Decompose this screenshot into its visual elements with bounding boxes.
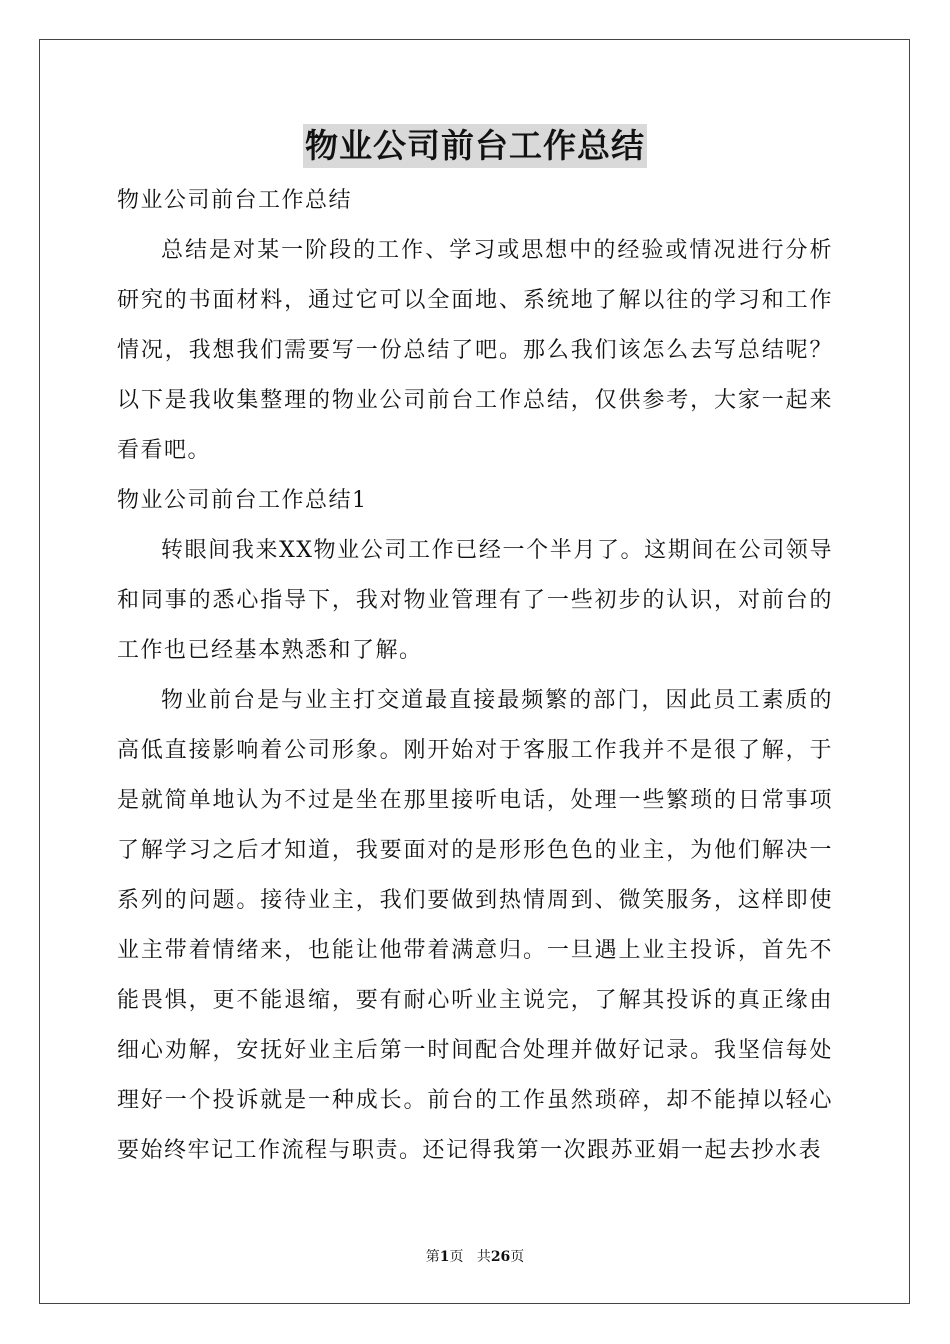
paragraph-heading: 物业公司前台工作总结1 [117,488,368,513]
page-suffix: 页 [449,1249,464,1265]
paragraph-heading: 物业公司前台工作总结 [117,188,353,213]
title-wrap [0,124,950,168]
paragraph: 总结是对某一阶段的工作、学习或思想中的经验或情况进行分析研究的书面材料，通过它可以全面地、系统地了解以往的学习和工作情况，我想我们需要写一份总结了吧。那么我们该怎么去写总结呢？以下是我收集整理的物业公司前台工作总结，仅供参考，大家一起来看看吧。 [117,238,833,463]
paragraph: 转眼间我来XX物业公司工作已经一个半月了。这期间在公司领导和同事的悉心指导下，我对物业管理有了一些初步的认识，对前台的工作也已经基本熟悉和了解。 [117,538,833,663]
total-suffix: 页 [510,1249,525,1265]
page-prefix: 第 [425,1249,440,1265]
total-prefix: 共 [476,1249,491,1265]
total-pages: 26 [490,1249,511,1265]
paragraph: 物业前台是与业主打交道最直接最频繁的部门，因此员工素质的高低直接影响着公司形象。刚开始对于客服工作我并不是很了解，于是就简单地认为不过是坐在那里接听电话，处理一些繁琐的日常事项了解学习之后才知道，我要面对的是形形色色的业主，为他们解决一系列的问题。接待业主，我们要做到热情周到、微笑服务，这样即使业主带着情绪来，也能让他带着满意归。一旦遇上业主投诉，首先不能畏惧，更不能退缩，要有耐心听业主说完，了解其投诉的真正缘由细心劝解，安抚好业主后第一时间配合处理并做好记录。我坚信每处理好一个投诉就是一种成长。前台的工作虽然琐碎，却不能掉以轻心要始终牢记工作流程与职责。还记得我第一次跟苏亚娟一起去抄水表 [117,688,833,1163]
document-body [117,176,833,1176]
document-title: 物业公司前台工作总结 [303,124,647,168]
page-footer [0,1247,950,1267]
page-number: 1 [439,1249,450,1265]
